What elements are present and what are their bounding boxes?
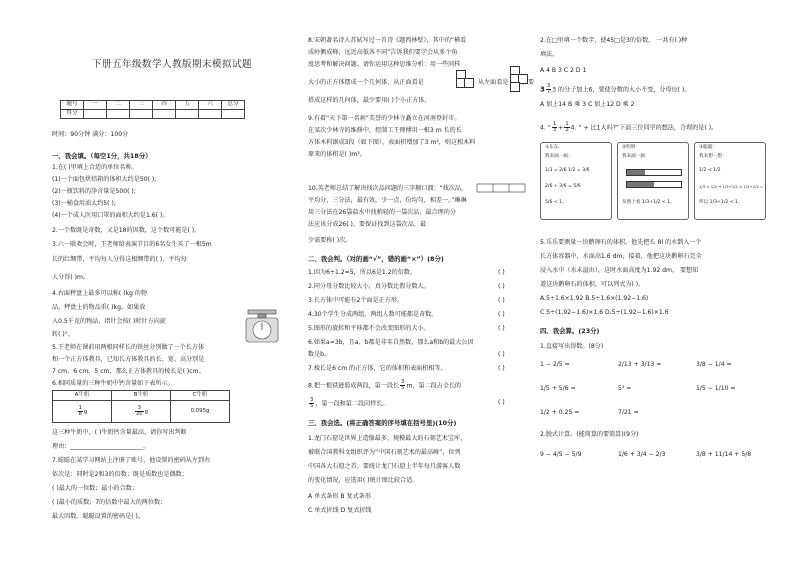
choice-options: A 4 B 3 C 2 D 1 xyxy=(540,67,587,74)
judge-item: $\frac{3}{5}$ ，第一段和第二段同样长。 xyxy=(310,397,389,410)
question-line: 原来的体积是( )m³。 xyxy=(308,151,366,158)
choice-options: C 单式折线 D 复式折线 xyxy=(308,507,372,514)
question-line: (2)一瓶饮料的净含量是500( ); xyxy=(52,188,136,195)
milk-value-b: $\frac{3}{20}$ g xyxy=(112,401,171,423)
calc-item: 2/13 + 3/13 = xyxy=(618,361,662,368)
calc-item: 1 − 2/5 = xyxy=(540,361,570,368)
question-line: 填法。 xyxy=(540,51,559,58)
score-header-cell: 五 xyxy=(176,101,199,110)
fraction-bar-third xyxy=(626,169,682,176)
calc-item: 1/2 + 0.25 = xyxy=(540,409,580,416)
question-line: 方体木料锯成3段（如下图），表面积增加了3 m²，则这根木料 xyxy=(308,139,476,146)
judge-item: 7.棱长是6 cm 的正方体，它的体积和表面积相等。 xyxy=(308,365,447,372)
section-heading: 二、我会判。（对的画“√”，错的画“×”）(8分) xyxy=(308,255,444,263)
question-line: 最大因数。聪聪设置的密码是( )。 xyxy=(52,513,145,520)
score-cell[interactable] xyxy=(222,110,245,119)
choice-options: A 单式条形 B 复式条形 xyxy=(308,493,371,500)
score-cell[interactable] xyxy=(84,110,107,119)
question-line: 7 cm、6 cm、5 cm，那么正方体教具的棱长是( )cm。 xyxy=(52,368,205,375)
question-line: 用三分法在26袋盐水中找稍轻的一袋次品，最合理的分 xyxy=(308,209,456,216)
answer-bracket[interactable]: ( ) xyxy=(498,325,505,332)
question-line: 道这块鹅卵石的体积，可以列式为( )。 xyxy=(540,281,645,288)
calc-item: 1/5 + 5/6 = xyxy=(540,385,576,392)
question-line: 浸入水中（水未溢出），这时水面高度为1.92 dm， 要想知 xyxy=(540,267,699,274)
question-line: 依次是：同时是2和3的倍数；既是质数也是偶数； xyxy=(52,471,188,478)
student-card-congcong: ③聪聪： 我来想一想： 1/2 < 1/2 1/3 < 1/2 → 1/3+1/2 < 1/2+1/2 = 1 所以 1/3+1/2 < 1。 xyxy=(694,142,766,220)
question-line: 4.右面秤盘上最多可以称( )kg 的物 xyxy=(52,290,147,297)
judge-item: 8.把一根铁链剪成两段，第一段长 $\frac{3}{5}$ m，第二段占全长的 xyxy=(308,379,462,392)
score-header-cell: 三 xyxy=(130,101,153,110)
kitchen-scale-icon xyxy=(242,308,282,344)
question-line: 2.一个数既是奇数，又是18的因数，这个数可能是( )。 xyxy=(52,227,201,234)
question-line: 4. “ $\frac{1}{3}$ + $\frac{1}{2}$ 4. “ + 比1大吗?”下面三位同学的想法，合理的是( )。 xyxy=(540,121,718,134)
student-card-dongdong: ①东东： 我来画一画： 1/3 = 2/6 1/2 = 3/6 2/6 + 3/6 = 5/6 5/6 < 1。 xyxy=(540,142,612,220)
question-line: 2.脱式计算。(能简算的要简算)(9分) xyxy=(540,431,639,438)
score-cell[interactable] xyxy=(199,110,222,119)
question-line: 7.聪聪在某学习网站上注册了账号，他设置的密码从左到右 xyxy=(52,457,211,464)
calc-item: 3/8 − 1/4 = xyxy=(696,361,732,368)
answer-bracket[interactable]: ( ) xyxy=(498,351,505,358)
question-line: 少需要称( )次。 xyxy=(308,237,352,244)
judge-item: 1.因为6÷1.2=5，所以6是1.2的倍数。 xyxy=(308,269,416,276)
question-line: 平均分，三分法，最有效，少一点，份均匀，相差一。”琳琳 xyxy=(308,197,467,204)
question-line: 10.英老师总结了解决找次品问题的三字顺口溜：“找次品， xyxy=(308,185,468,192)
question-line: 1.在( )里填上合适的单位名称。 xyxy=(52,164,138,171)
question-line: 入0.5千克的物品，指针会按( )时针方向旋 xyxy=(52,318,166,325)
score-cell[interactable] xyxy=(176,110,199,119)
question-line: 的变化情况，应选用( )统计图比较合适。 xyxy=(308,477,419,484)
question-line: 成岭侧成峰，远近高低各不同”告诉我们要学会从多个角 xyxy=(308,49,458,56)
choice-options: A.5÷1.6×1.92 B.5÷1.6×(1.92−1.6) xyxy=(540,295,649,302)
plank-figure xyxy=(476,182,526,194)
calc-item: 7/21 = xyxy=(618,409,639,416)
exam-title: 下册五年级数学人教版期末模拟试题 xyxy=(91,59,252,70)
milk-header-b: B牛奶 xyxy=(112,391,171,401)
milk-value-c: 0.095g xyxy=(171,401,230,423)
section-heading: 一、我会填。（每空1分，共18分） xyxy=(52,152,152,160)
answer-bracket[interactable]: ( ) xyxy=(498,365,505,372)
question-line: 中国各大石窟之首。要统计龙门石窟上半年每月游客人数 xyxy=(308,463,461,470)
score-cell[interactable] xyxy=(130,110,153,119)
score-header-cell: 题号 xyxy=(61,101,84,110)
student-card-mingming: ②明明： 我来画一画： 从图上看 1/3+1/2 < 1。 xyxy=(617,142,689,220)
section-heading: 三、我会选。(将正确答案的序号填在括号里)(10分) xyxy=(308,419,457,427)
question-line: 8.宋朝著名诗人苏轼写过一首诗《题西林壁》，其中的“横看 xyxy=(308,37,467,44)
question-line: 度思考和解决问题。请你运用这种思维分析：用一些同样 xyxy=(308,61,461,68)
calc-item: 1/5 − 1/10 = xyxy=(696,385,736,392)
answer-bracket[interactable]: ( ) xyxy=(498,311,505,318)
question-line: (4)一个成人医用口罩的面积大约是1.6( )。 xyxy=(52,212,169,219)
judge-item: 2.同分母分数比较大小，真分数比假分数大。 xyxy=(308,283,430,290)
left-column xyxy=(52,0,292,562)
score-header-cell: 四 xyxy=(153,101,176,110)
question-line: 1.龙门石窟是世界上造像最多、规模最大的石刻艺术宝库， xyxy=(308,435,467,442)
question-line: 长方体容器中，水面高1.6 dm，接着，他把这块鹅卵石完全 xyxy=(540,253,702,260)
question-line: (3)一桶食用油大约5( ); xyxy=(52,200,116,207)
calc-item: 1/6 + 3/4 − 2/3 xyxy=(618,451,666,458)
judge-item: 3.长方体中可能有2个面是正方形。 xyxy=(308,297,404,304)
question-line: ( )最大的一位数；最小的合数； xyxy=(52,485,138,492)
question-line: 1.直接写出得数。(8分) xyxy=(540,343,604,350)
calc-item: 5³ = xyxy=(618,385,632,392)
judge-item: 4.30个学生分成两组，两组人数可能都是奇数。 xyxy=(308,311,438,318)
score-header-cell: 六 xyxy=(199,101,222,110)
answer-bracket[interactable]: ( ) xyxy=(498,399,505,406)
score-header-cell: 一 xyxy=(84,101,107,110)
score-row-label: 得分 xyxy=(61,110,84,119)
answer-bracket[interactable]: ( ) xyxy=(498,283,505,290)
question-line: 9.有着“天下第一名刹”美誉的少林寺矗立在河南登封市。 xyxy=(308,115,461,122)
question-line: 搭成这样的几何体，最少要用( )个小正方体。 xyxy=(308,97,431,104)
question-line: 在某次少林寺的维修中，控制工王师傅用一根3 m 长的长 xyxy=(308,127,462,134)
question-line: 5.乐乐要测量一块鹅卵石的体积。他先把长 8l 的水倒入一个 xyxy=(540,239,702,246)
milk-header-a: A牛奶 xyxy=(53,391,112,401)
milk-header-c: C牛奶 xyxy=(171,391,230,401)
question-line: 品，秤盘上的物品重( )kg。如果放 xyxy=(52,304,146,311)
calc-item: 3/8 + 11/14 + 5/8 xyxy=(696,451,752,458)
question-line: 长的红绸带，平均每人分得这根绸带的( )，平均每 xyxy=(52,256,187,263)
question-line: 3.六一联欢会时，王老师给表演节目的6名女生买了一根5m xyxy=(52,241,212,248)
middle-column xyxy=(308,0,535,562)
section-heading: 四、我会算。(23分) xyxy=(540,327,600,335)
choice-options: C.5÷(1.92−1.6)×1.6 D.5÷(1.92−1.6)×1.6 xyxy=(540,309,669,316)
question-line: 人分得( )m。 xyxy=(52,274,90,281)
milk-calcium-table xyxy=(52,390,230,423)
choice-options: A 加上14 B 乘 3 C 加上12 D 乘 2 xyxy=(540,101,635,108)
question-line: 2.在□里填一个数字，使45□是3的倍数， 一共有( )种 xyxy=(540,37,688,44)
question-line: 和一个正方体教具，已知长方体教具的长、宽、高分别是 xyxy=(52,356,205,363)
exam-meta: 时间：90分钟 满分：100分 xyxy=(52,131,129,138)
score-cell[interactable] xyxy=(153,110,176,119)
right-column xyxy=(540,0,765,562)
judge-item: 数是b。 xyxy=(308,351,331,358)
question-line: 大小的正方体摆成一个几何体，从正面看是 xyxy=(308,79,424,86)
question-line: 这三种牛奶中，( )牛奶钙含量最高，请你写出判断 xyxy=(52,429,187,436)
milk-value-a: $\frac{1}{8}$ g xyxy=(53,401,112,423)
question-line: (1)一个面包烘焙箱的体积大约是50( ); xyxy=(52,176,157,183)
question-line: 从左面看是 xyxy=(478,79,509,86)
question-line: 5.王老师在课前用两根同样长的铁丝分别做了一个长方体 xyxy=(52,344,205,351)
score-header-cell: 二 xyxy=(107,101,130,110)
fraction-bar-half xyxy=(626,181,682,188)
student-ideas-panel xyxy=(540,142,765,218)
question-line: 理由：________________________。 xyxy=(52,443,150,450)
question-line: 被联合国教科文组织评为“中国石刻艺术的最高峰”，位列 xyxy=(308,449,461,456)
answer-bracket[interactable]: ( ) xyxy=(498,297,505,304)
question-line: 转( )°。 xyxy=(52,331,74,338)
question-line: 法应该分成26( )，要保证找到这袋次品，最 xyxy=(308,221,427,228)
score-cell[interactable] xyxy=(107,110,130,119)
question-line: 3 $\frac{3}{7}$ 3 的分子加上6，要使分数的大小不变，分母应( )。 xyxy=(540,83,691,96)
score-header-cell: 总分 xyxy=(222,101,245,110)
judge-item: 5.图形的旋转和平移都不会改变图形的大小。 xyxy=(308,325,430,332)
judge-item: 6.如果a=3b，且a、b都是非零自然数，那么a和b的最大公因 xyxy=(308,339,474,346)
question-line: ( )最小的质数；7的倍数中最大的两位数； xyxy=(52,499,167,506)
calc-item: 9 − 4/5 − 5/9 xyxy=(540,451,582,458)
answer-bracket[interactable]: ( ) xyxy=(498,269,505,276)
question-line: 6.相同质量的三种牛奶中钙含量如下表所示。 xyxy=(52,380,174,387)
question-line: ，要 xyxy=(522,79,535,86)
score-table xyxy=(60,100,245,119)
